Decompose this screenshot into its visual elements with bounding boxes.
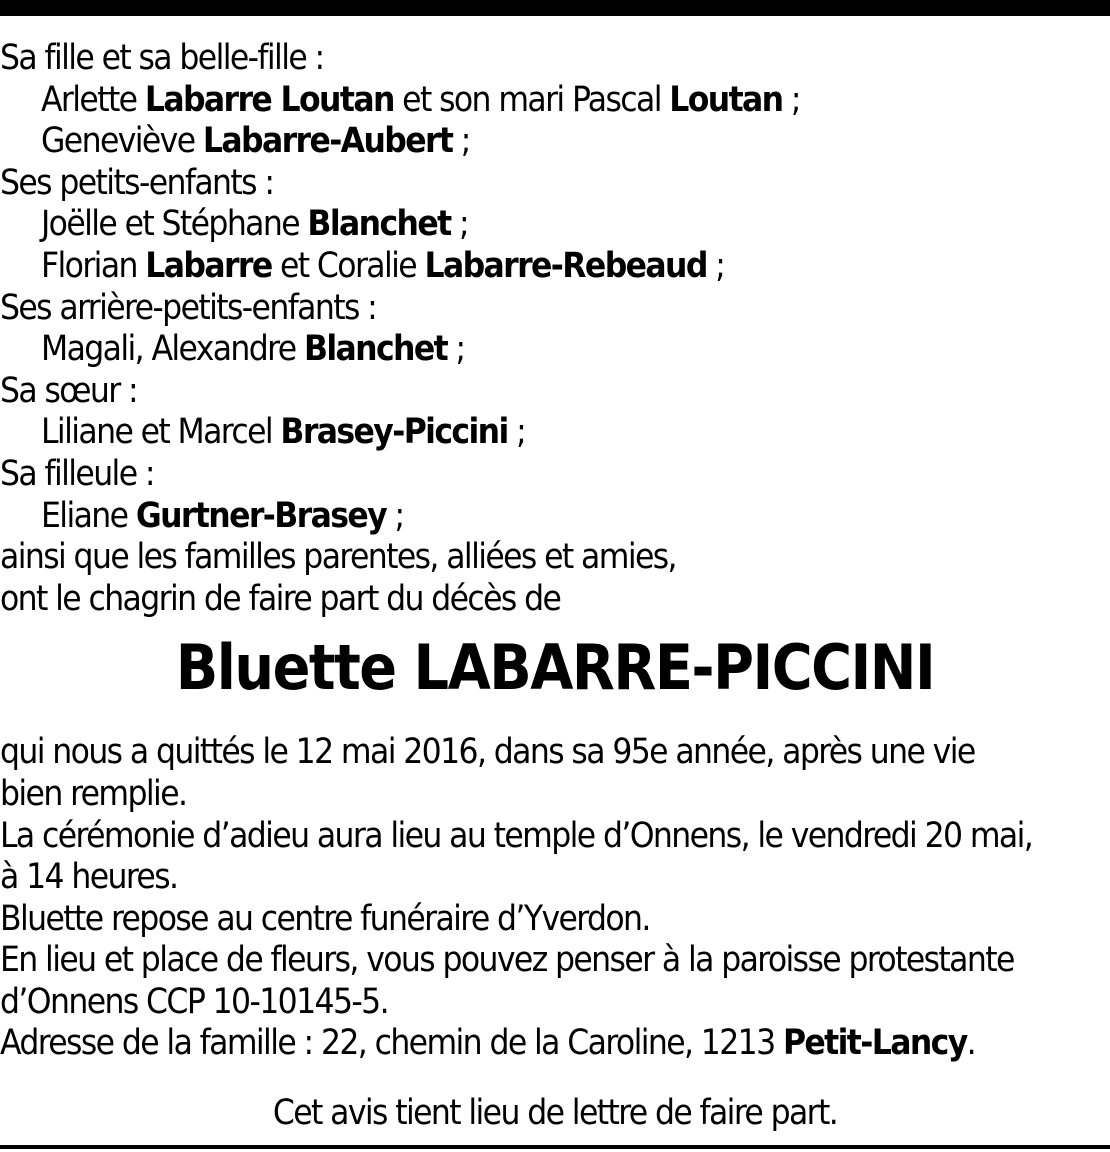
text-segment: Eliane — [41, 495, 136, 536]
relation-heading: Sa filleule : — [0, 453, 154, 494]
family-list — [0, 38, 1110, 620]
text-segment: Liliane et Marcel — [41, 412, 281, 453]
text-segment: Magali, Alexandre — [41, 329, 304, 370]
surname: Petit-Lancy — [782, 1023, 967, 1064]
footer-note: Cet avis tient lieu de lettre de faire part. — [272, 1093, 838, 1133]
text-segment: ; — [507, 412, 526, 453]
closing-line: ont le chagrin de faire part du décès de — [0, 578, 561, 619]
relation-heading: Ses arrière-petits-enfants : — [0, 287, 377, 328]
announcement-line — [0, 857, 1110, 899]
announcement-line — [0, 774, 1110, 816]
text-segment: ; — [386, 495, 404, 536]
announcement-line — [0, 899, 1110, 941]
text-segment: Florian — [41, 245, 146, 286]
family-member — [0, 204, 1110, 246]
closing-line: ainsi que les familles parentes, alliées et amies, — [0, 537, 676, 578]
text-segment: Joëlle et Stéphane — [41, 204, 308, 245]
text-segment: qui nous a quittés le 12 mai 2016, dans sa 95e année, après une vie — [0, 732, 975, 773]
surname: Labarre-Aubert — [202, 121, 453, 162]
bottom-rule — [0, 1145, 1110, 1149]
relation-heading: Ses petits-enfants : — [0, 162, 274, 203]
text-segment: Adresse de la famille : 22, chemin de la Caroline, 1213 — [0, 1023, 783, 1064]
text-segment: ; — [782, 79, 800, 120]
announcement-line — [0, 1023, 1110, 1065]
text-segment: . — [966, 1023, 976, 1064]
text-segment: et son mari Pascal — [393, 79, 670, 120]
family-member — [0, 412, 1110, 454]
obituary-body — [0, 38, 1110, 1065]
announcement-line — [0, 732, 1110, 774]
relation-heading: Sa fille et sa belle-fille : — [0, 38, 324, 78]
announcement-text — [0, 732, 1110, 1065]
surname: Labarre — [145, 245, 272, 286]
family-member — [0, 246, 1110, 288]
text-segment: bien remplie. — [0, 773, 187, 814]
announcement-line — [0, 940, 1110, 982]
relation-heading: Sa sœur : — [0, 370, 138, 411]
announcement-line — [0, 816, 1110, 858]
text-segment: Bluette repose au centre funéraire d’Yverdon. — [0, 898, 650, 939]
text-segment: ; — [706, 245, 725, 286]
family-member — [0, 121, 1110, 163]
surname: Labarre-Rebeaud — [424, 245, 707, 286]
text-segment: ; — [450, 204, 468, 245]
surname: Loutan — [669, 79, 783, 120]
surname: Brasey-Piccini — [280, 412, 508, 453]
deceased-name: Bluette LABARRE-PICCINI — [175, 631, 935, 705]
text-segment: ; — [447, 329, 465, 370]
text-segment: La cérémonie d’adieu aura lieu au temple d’Onnens, le vendredi 20 mai, — [0, 815, 1033, 856]
text-segment: et Coralie — [271, 245, 425, 286]
family-member — [0, 80, 1110, 122]
surname: Blanchet — [303, 329, 448, 370]
announcement-line — [0, 982, 1110, 1024]
surname: Labarre Loutan — [144, 79, 394, 120]
text-segment: d’Onnens CCP 10-10145-5. — [0, 981, 388, 1022]
text-segment: Arlette — [41, 79, 145, 120]
top-rule — [0, 0, 1110, 16]
family-member — [0, 496, 1110, 538]
text-segment: à 14 heures. — [0, 857, 178, 898]
text-segment: Geneviève — [41, 121, 203, 162]
text-segment: En lieu et place de fleurs, vous pouvez penser à la paroisse protestante — [0, 940, 1014, 981]
surname: Blanchet — [307, 204, 451, 245]
surname: Gurtner-Brasey — [135, 495, 387, 536]
family-member — [0, 329, 1110, 371]
text-segment: ; — [452, 121, 470, 162]
